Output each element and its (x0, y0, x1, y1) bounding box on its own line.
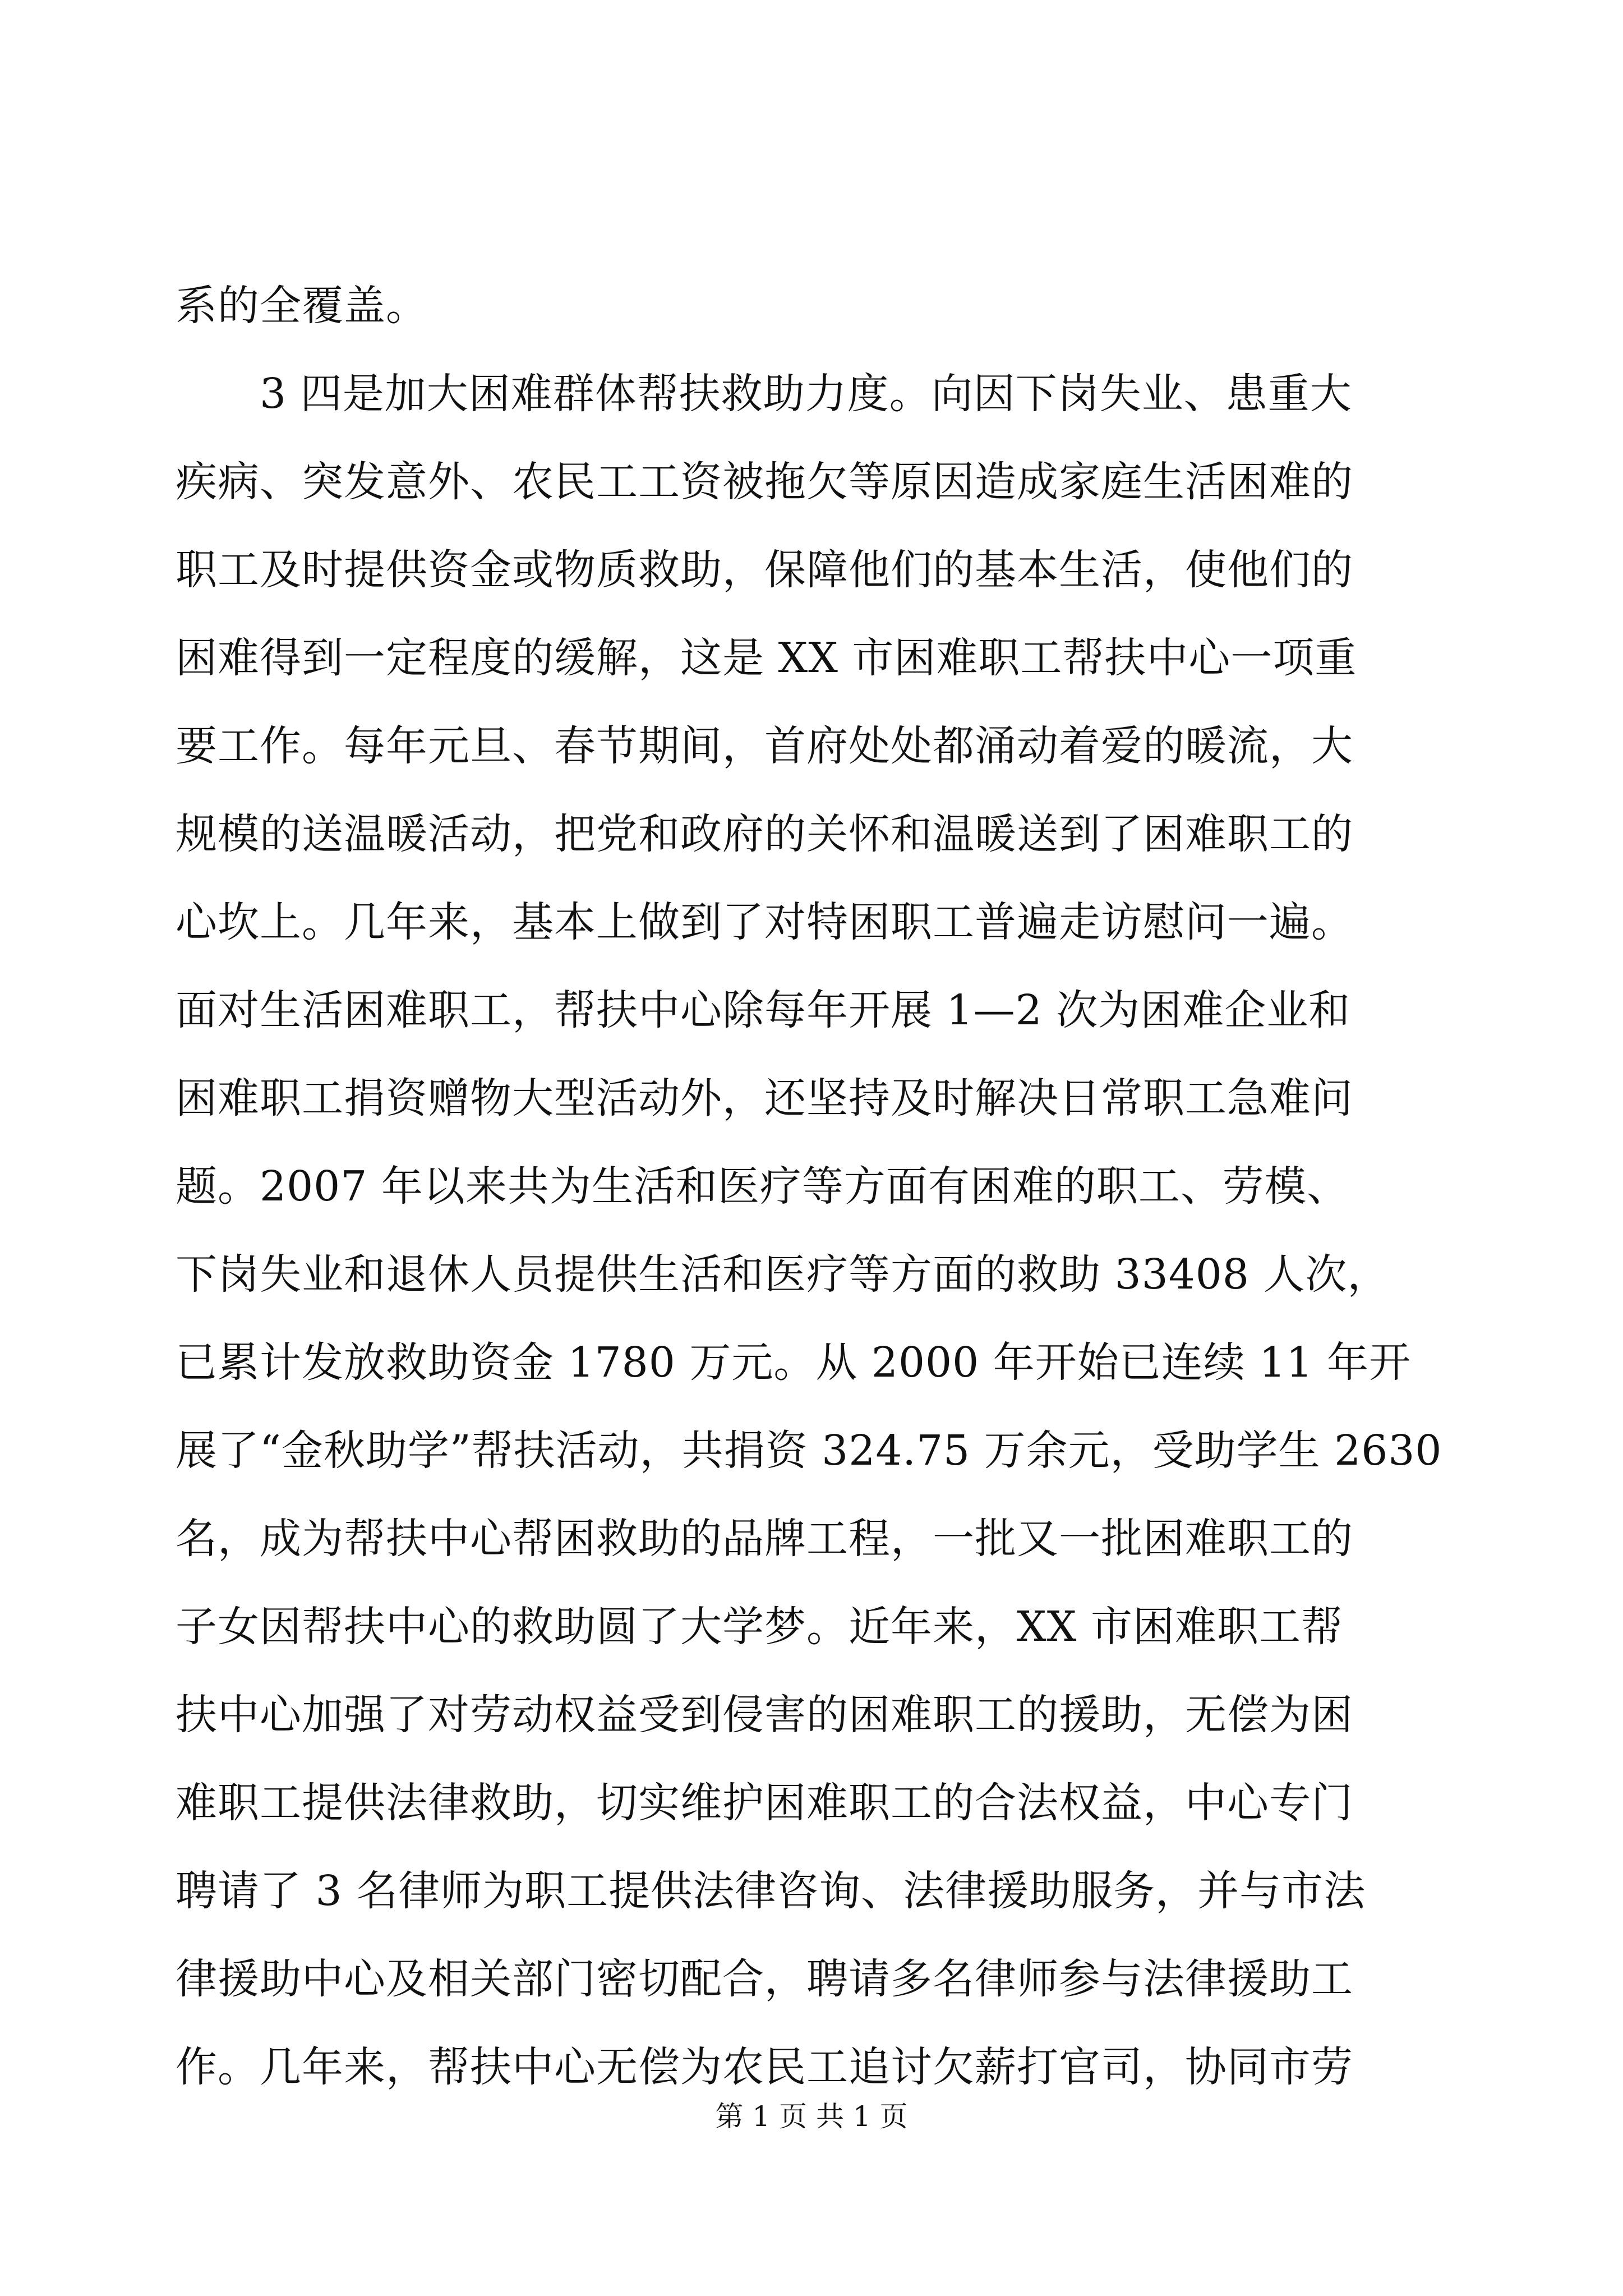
text-line: 心坎上。几年来，基本上做到了对特困职工普遍走访慰问一遍。 (176, 898, 1353, 946)
text-line: 展了“金秋助学”帮扶活动，共捐资 324.75 万余元，受助学生 2630 (176, 1427, 1442, 1475)
text-line: 聘请了 3 名律师为职工提供法律咨询、法律援助服务，并与市法 (176, 1867, 1366, 1915)
text-line: 下岗失业和退休人员提供生活和医疗等方面的救助 33408 人次， (176, 1250, 1390, 1299)
page-number-label: 第 1 页 共 1 页 (715, 2100, 908, 2133)
body-text (176, 262, 1443, 2111)
text-line: 职工及时提供资金或物质救助，保障他们的基本生活，使他们的 (176, 546, 1353, 594)
text-line: 困难得到一定程度的缓解，这是 XX 市困难职工帮扶中心一项重 (176, 634, 1357, 682)
text-line: 要工作。每年元旦、春节期间，首府处处都涌动着爱的暖流，大 (176, 722, 1353, 770)
text-line: 作。几年来，帮扶中心无偿为农民工追讨欠薪打官司，协同市劳 (176, 2043, 1353, 2091)
text-line: 律援助中心及相关部门密切配合，聘请多名律师参与法律援助工 (176, 1955, 1353, 2003)
text-line: 扶中心加强了对劳动权益受到侵害的困难职工的援助，无偿为困 (176, 1691, 1353, 1739)
text-line: 面对生活困难职工，帮扶中心除每年开展 1—2 次为困难企业和 (176, 986, 1351, 1034)
text-line: 疾病、突发意外、农民工工资被拖欠等原因造成家庭生活困难的 (176, 458, 1353, 506)
text-line: 系的全覆盖。 (176, 282, 428, 330)
text-line: 困难职工捐资赠物大型活动外，还坚持及时解决日常职工急难问 (176, 1074, 1353, 1122)
text-line: 3 四是加大困难群体帮扶救助力度。向因下岗失业、患重大 (176, 370, 1352, 418)
text-line: 已累计发放救助资金 1780 万元。从 2000 年开始已连续 11 年开 (176, 1338, 1411, 1387)
text-line: 规模的送温暖活动，把党和政府的关怀和温暖送到了困难职工的 (176, 810, 1353, 858)
text-line: 题。2007 年以来共为生活和医疗等方面有困难的职工、劳模、 (176, 1162, 1349, 1211)
text-line: 名，成为帮扶中心帮困救助的品牌工程，一批又一批困难职工的 (176, 1515, 1353, 1563)
text-line: 子女因帮扶中心的救助圆了大学梦。近年来，XX 市困难职工帮 (176, 1603, 1343, 1651)
page-footer (0, 2097, 1623, 2136)
text-line: 难职工提供法律救助，切实维护困难职工的合法权益，中心专门 (176, 1779, 1353, 1827)
